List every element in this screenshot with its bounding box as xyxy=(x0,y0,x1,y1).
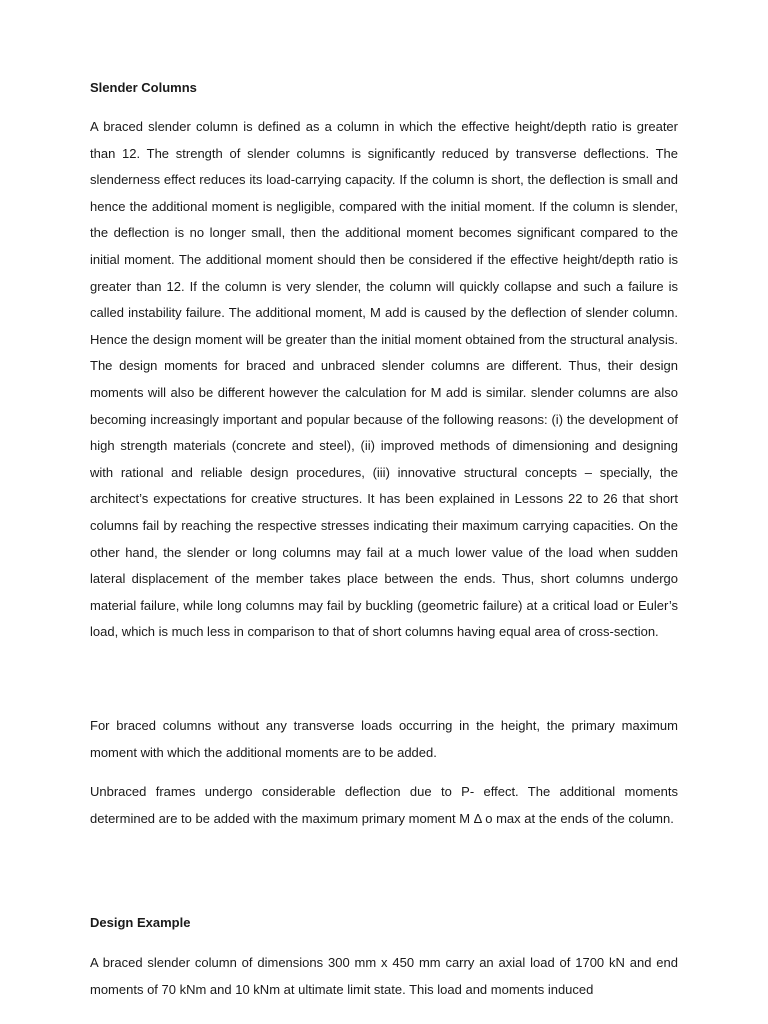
paragraph-design-example: A braced slender column of dimensions 300 mm x 450 mm carry an axial load of 1700 kN and end moments of 70 kNm and 10 kNm at ultimate limit state. This load and moments induced xyxy=(90,955,678,997)
paragraph-slender-columns-definition: A braced slender column is defined as a column in which the effective height/depth ratio is greater than 12. The strength of slender columns is significantly reduced by transverse deflections. The slenderness effect reduces its load-carrying capacity. If the column is short, the deflection is small and hence the additional moment is negligible, compared with the initial moment. If the column is slender, the deflection is no longer small, then the additional moment becomes significant compared to the initial moment. The additional moment should then be considered if the effective height/depth ratio is greater than 12. If the column is very slender, the column will quickly collapse and such a failure is called instability failure. The additional moment, M add is caused by the deflection of slender column. Hence the design moment will be greater than the initial moment obtained from the structural analysis. The design moments for braced and unbraced slender columns are different. Thus, their design moments will also be different however the calculation for M add is similar. slender columns are also becoming increasingly important and popular because of the following reasons: (i) the development of high strength materials (concrete and steel), (ii) improved methods of dimensioning and designing with rational and reliable design procedures, (iii) innovative structural concepts – specially, the architect’s expectations for creative structures. It has been explained in Lessons 22 to 26 that short columns fail by reaching the respective stresses indicating their maximum carrying capacities. On the other hand, the slender or long columns may fail at a much lower value of the load when sudden lateral displacement of the member takes place between the ends. Thus, short columns undergo material failure, while long columns may fail by buckling (geometric failure) at a critical load or Euler’s load, which is much less in comparison to that of short columns having equal area of cross-section. xyxy=(90,119,678,640)
paragraph-unbraced-frames: Unbraced frames undergo considerable deflection due to P- effect. The additional moments determined are to be added with the maximum primary moment M Δ o max at the ends of the column. xyxy=(90,784,678,826)
section-title-design-example: Design Example xyxy=(90,915,191,930)
section-title-slender-columns: Slender Columns xyxy=(90,80,197,95)
paragraph-braced-columns: For braced columns without any transverse loads occurring in the height, the primary maximum moment with which the additional moments are to be added. xyxy=(90,718,678,760)
